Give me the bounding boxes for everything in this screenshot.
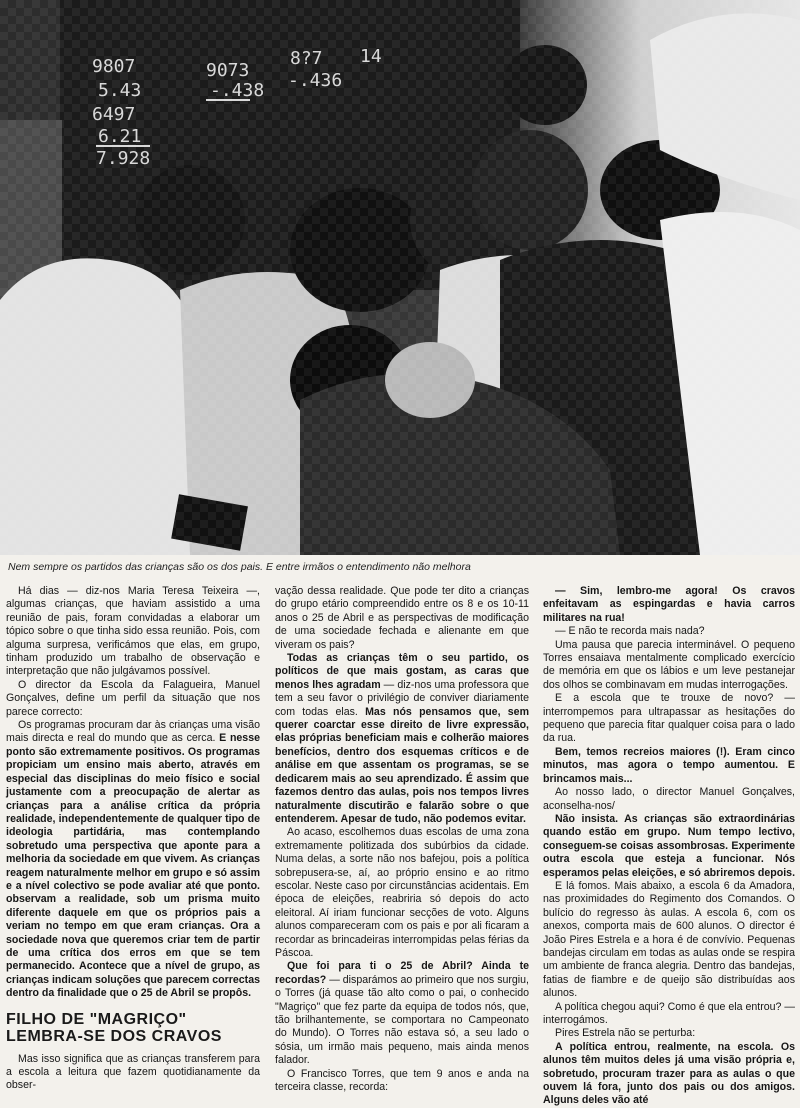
heading-line: LEMBRA-SE DOS CRAVOS [6,1027,222,1045]
paragraph: vação dessa realidade. Que pode ter dito a crianças do grupo etário compreendido entre os 8 e os 10-11 anos o 25 de Abril e as perspectivas de modificação de uma sociedade fechada e alienante em que viveram os pais? [275,585,529,651]
article-column-2 [275,585,529,1094]
paragraph-text: — diz-nos uma professora que tem a seu favor o privilégio de conviver diariamente com todas elas. [275,678,530,718]
paragraph: Não insista. As crianças são extraordinárias quando estão em grupo. Num tempo lectivo, conseguem-se coisas assombrosas. Experimente outra escola que esteja a funcionar. Nós esperamos pelas eleições, e só abriremos depois. [543,812,796,879]
paragraph: Ao acaso, escolhemos duas escolas de uma zona extremamente politizada dos subúrbios da cidade. Numa delas, a sorte não nos bafejou, pois a política sobrepusera-se, aí, ao próprio ensino e ao ritmo escolar. Neste caso por circunstâncias acidentais. Em época de eleições, reabriria só depois do acto eleitoral. Aí iriam funcionar secções de voto. Alguns alunos compareceram com os pais e por ali ficaram a recordar as brincadeiras interrompidas pelas férias da Páscoa. [275,826,529,959]
heading-line: FILHO DE "MAGRIÇO" [6,1010,187,1028]
paragraph: Bem, temos recreios maiores (!). Eram cinco minutos, mas agora o tempo aumentou. E brincamos mais... [543,745,795,785]
paragraph: A política chegou aqui? Como é que ela entrou? — interrogámos. [543,1000,795,1026]
paragraph: O director da Escola da Falagueira, Manuel Gonçalves, define um perfil da situação que nos parece correcto: [6,678,260,718]
paragraph: E a escola que te trouxe de novo? — interrompemos para ultrapassar as hesitações do pequeno que parecia fitar qualquer coisa para o lado da rua. [543,692,795,745]
paragraph-bold-text: Que foi para ti o 25 de Abril? Ainda te recordas? [275,960,529,986]
paragraph-bold-text: E nesse ponto são extremamente positivos. Os programas propiciam um ensino mais aberto, através em especial das disciplinas do meio físico e social justamente com a preocupação de alertar as crianças para a análise crítica da própria realidade, independentemente de qualquer tipo de ideologia partidária, mas contemplando sobretudo uma perspectiva que aponte para a melhoria da sociedade em que vivem. As crianças reagem naturalmente melhor em grupo e só assim e a nível colectivo se pode avaliar até que ponto. observam a realidade, sob um prisma muito diferente daquele em que os próprios pais a veriam no tempo em que eram crianças. Ora a sociedade nova que queremos criar tem de partir de uma crítica dos erros em que se tem permanecido. Acontece que a nível de grupo, as crianças indicam soluções que parecem correctas dentro da finalidade que o 25 de Abril se propôs. [6,732,260,1000]
paragraph: Uma pausa que parecia interminável. O pequeno Torres ensaiava mentalmente complicado exercício de memória em que os lábios e um leve pestanejar dos olhos se combinavam em mudas interrogações. [543,638,795,691]
paragraph-bold-text: Todas as crianças têm o seu partido, os políticos de que mais gostam, as caras que menos lhes agradam [275,652,529,691]
section-heading [6,1011,260,1045]
paragraph [275,960,529,1067]
paragraph: E lá fomos. Mais abaixo, a escola 6 da Amadora, nas proximidades do Regimento dos Comandos. O bulício do regresso às aulas. A escola 6, com os anexos, comporta mais de 600 alunos. O director é João Pires Estrela e a hora é de convívio. Pequenas bandejas circulam em todas as aulas onde se respira um ambiente de franca alegria. Dentro das bandejas, fatias de fiambre e de queijo são distribuídas aos alunos. [543,879,795,1000]
paragraph [275,652,529,826]
paragraph: A política entrou, realmente, na escola. Os alunos têm muitos deles já uma visão própria e, sobretudo, procuram trazer para as aulas o que ouvem lá fora, junto dos pais ou dos amigos. Alguns deles vão até [543,1040,795,1107]
paragraph: Ao nosso lado, o director Manuel Gonçalves, aconselha-nos/ [543,786,795,812]
article-column-3 [543,585,795,1108]
paragraph: — Sim, lembro-me agora! Os cravos enfeitavam as espingardas e havia carros militares na rua! [543,585,795,624]
paragraph: — E não te recorda mais nada? [555,625,705,638]
paragraph-text: — disparámos ao primeiro que nos surgiu, o Torres (já quase tão alto como o pai, o conhecido "Magriço" que fez parte da equipa de todos nós, que, tão brilhantemente, se comportara no Campeonato do Mundo). O Torres não estava só, a seu lado o sósia, um irmão mais pequeno, mais ainda menos falador. [275,973,529,1067]
paragraph-text: Os programas procuram dar às crianças uma visão mais directa e real do mundo que as cerca. [6,719,260,745]
paragraph: Há dias — diz-nos Maria Teresa Teixeira —, algumas crianças, que haviam assistido a uma reunião de pais, foram convidadas a elaborar um tópico sobre o que tinha sido essa reunião. Pois, com alguma surpresa, verificámos que elas, em grupo, tinham produzido um trabalho de observação e interpretação que não julgávamos possível. [6,585,260,678]
paragraph: O Francisco Torres, que tem 9 anos e anda na terceira classe, recorda: [275,1067,529,1094]
paragraph-bold-text: Mas nós pensamos que, sem querer coarctar esse direito de livre expressão, elas próprias beneficiam mais e colherão maiores benefícios, dentro dos esquemas críticos e de análise em que assentam os programas, se se dedicarem mais ao seu aprendizado. É assim que fazemos dentro das aulas, pois nos tempos livres naturalmente discutirão e falarão sobre o que entenderem. Apesar de tudo, não podemos evitar. [275,705,529,825]
photo-caption: Nem sempre os partidos das crianças são os dos pais. E entre irmãos o entendimento não melhora [8,561,471,573]
article-column-1 [6,585,260,1093]
paragraph: Mas isso significa que as crianças transferem para a escola a leitura que fazem quotidianamente da obser- [6,1052,260,1092]
paragraph: Pires Estrela não se perturba: [555,1027,696,1040]
paragraph [6,719,260,1001]
